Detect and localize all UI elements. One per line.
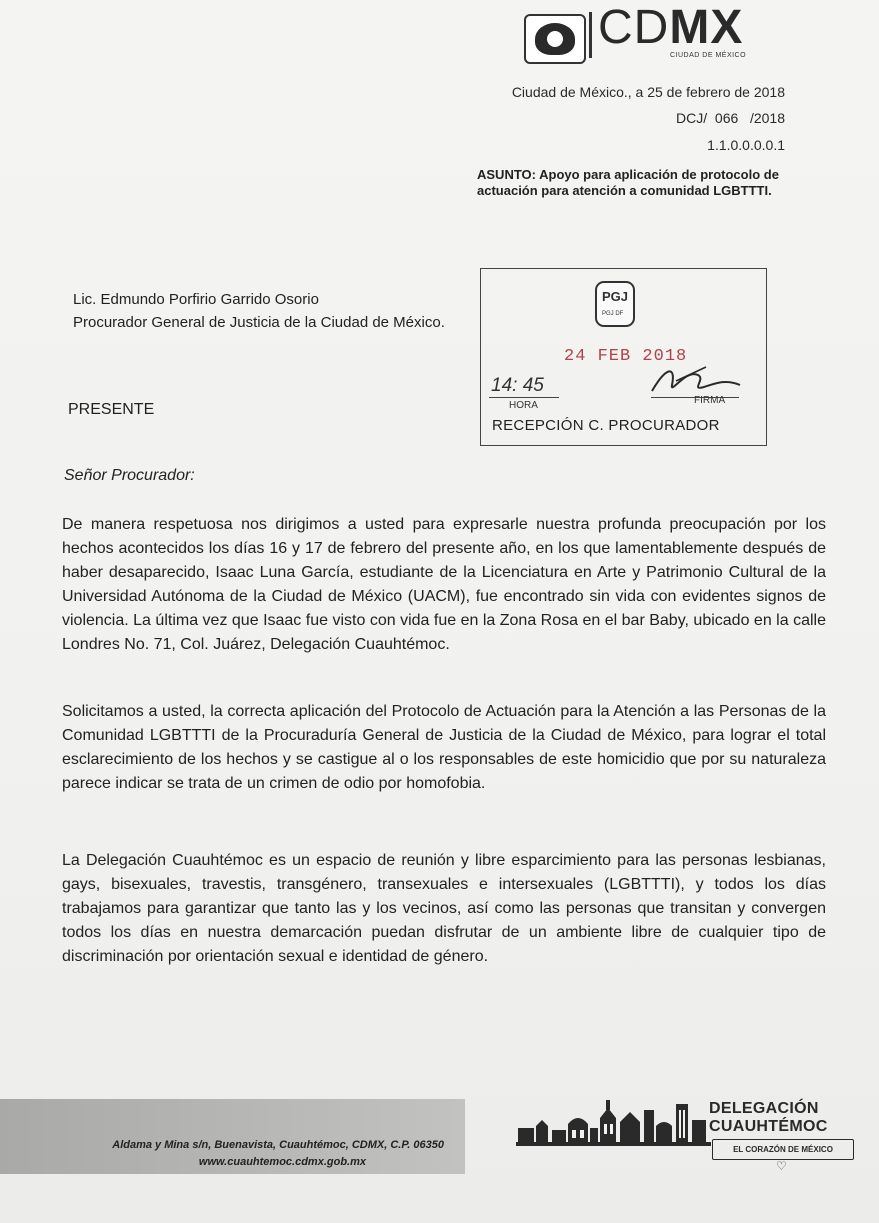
cdmx-logo-subtitle: CIUDAD DE MÉXICO [670, 52, 747, 59]
stamp-time-value: 14: 45 [491, 375, 544, 396]
addressee-name: Lic. Edmundo Porfirio Garrido Osorio [73, 291, 319, 308]
cdmx-seal-logo [524, 14, 586, 64]
reference-number: DCJ/ 066 /2018 [676, 110, 785, 126]
salutation: Señor Procurador: [64, 467, 195, 484]
delegacion-logo-line1: DELEGACIÓN [709, 1100, 819, 1117]
reception-stamp [480, 268, 767, 446]
paragraph-1: De manera respetuosa nos dirigimos a usted para expresarle nuestra profunda preocupación por los hechos acontecidos los días 16 y 17 de febrero del presente año, en los que lamentablemente después de haber desaparecido, Isaac Luna García, estudiante de la Licenciatura en Arte y Patrimonio Cultural de la Universidad Autónoma de la Ciudad de México (UACM), fue encontrado sin vida con evidentes signos de violencia. La última vez que Isaac fue visto con vida fue en la Zona Rosa en el bar Baby, ubicado en la calle Londres No. 71, Col. Juárez, Delegación Cuauhtémoc. [62, 516, 826, 653]
stamp-date: 24 FEB 2018 [564, 347, 688, 366]
paragraph-3: La Delegación Cuauhtémoc es un espacio de reunión y libre esparcimiento para las personas lesbianas, gays, bisexuales, travestis, transgénero, transexuales e intersexuales (LGBTTTI), y todos los días trabajamos para garantizar que tanto las y los vecinos, así como las personas que transitan y convergen todos los días en nuestra demarcación puedan disfrutar de un ambiente libre de cualquier tipo de discriminación por orientación sexual e identidad de género. [62, 852, 826, 965]
footer-address: Aldama y Mina s/n, Buenavista, Cuauhtémoc, CDMX, C.P. 06350 [112, 1139, 444, 1151]
stamp-reception-label: RECEPCIÓN C. PROCURADOR [492, 417, 720, 434]
footer-url: www.cuauhtemoc.cdmx.gob.mx [198, 1156, 366, 1168]
heart-icon: ♡ [776, 1159, 787, 1173]
presente-label: PRESENTE [68, 401, 155, 418]
delegacion-slogan: EL CORAZÓN DE MÉXICO [712, 1139, 854, 1160]
place-date: Ciudad de México., a 25 de febrero de 2018 [511, 84, 785, 100]
cuauhtemoc-skyline-logo [516, 1098, 711, 1162]
addressee-title: Procurador General de Justicia de la Ciudad de México. [73, 314, 445, 331]
delegacion-logo-line2: CUAUHTÉMOC [709, 1118, 828, 1135]
document-code: 1.1.0.0.0.0.1 [707, 137, 785, 153]
pgj-seal-icon: PGJ PGJ DF [595, 281, 635, 327]
stamp-hora-label: HORA [509, 400, 538, 411]
stamp-firma-label: FIRMA [694, 395, 726, 406]
cdmx-logo-text: CDMX [598, 1, 744, 54]
paragraph-2: Solicitamos a usted, la correcta aplicación del Protocolo de Actuación para la Atención a las Personas de la Comunidad LGBTTTI de la Procuraduría General de Justicia de la Ciudad de México, para lograr el total esclarecimiento de los hechos y se castigue al o los responsables de este homicidio que por su naturaleza parece indicar se trata de un crimen de odio por homofobia. [62, 703, 826, 792]
logo-divider [589, 12, 592, 58]
asunto: ASUNTO: Apoyo para aplicación de protocolo de actuación para atención a comunidad LGBTTTI. [477, 167, 779, 198]
signature-scribble-icon [646, 361, 746, 399]
